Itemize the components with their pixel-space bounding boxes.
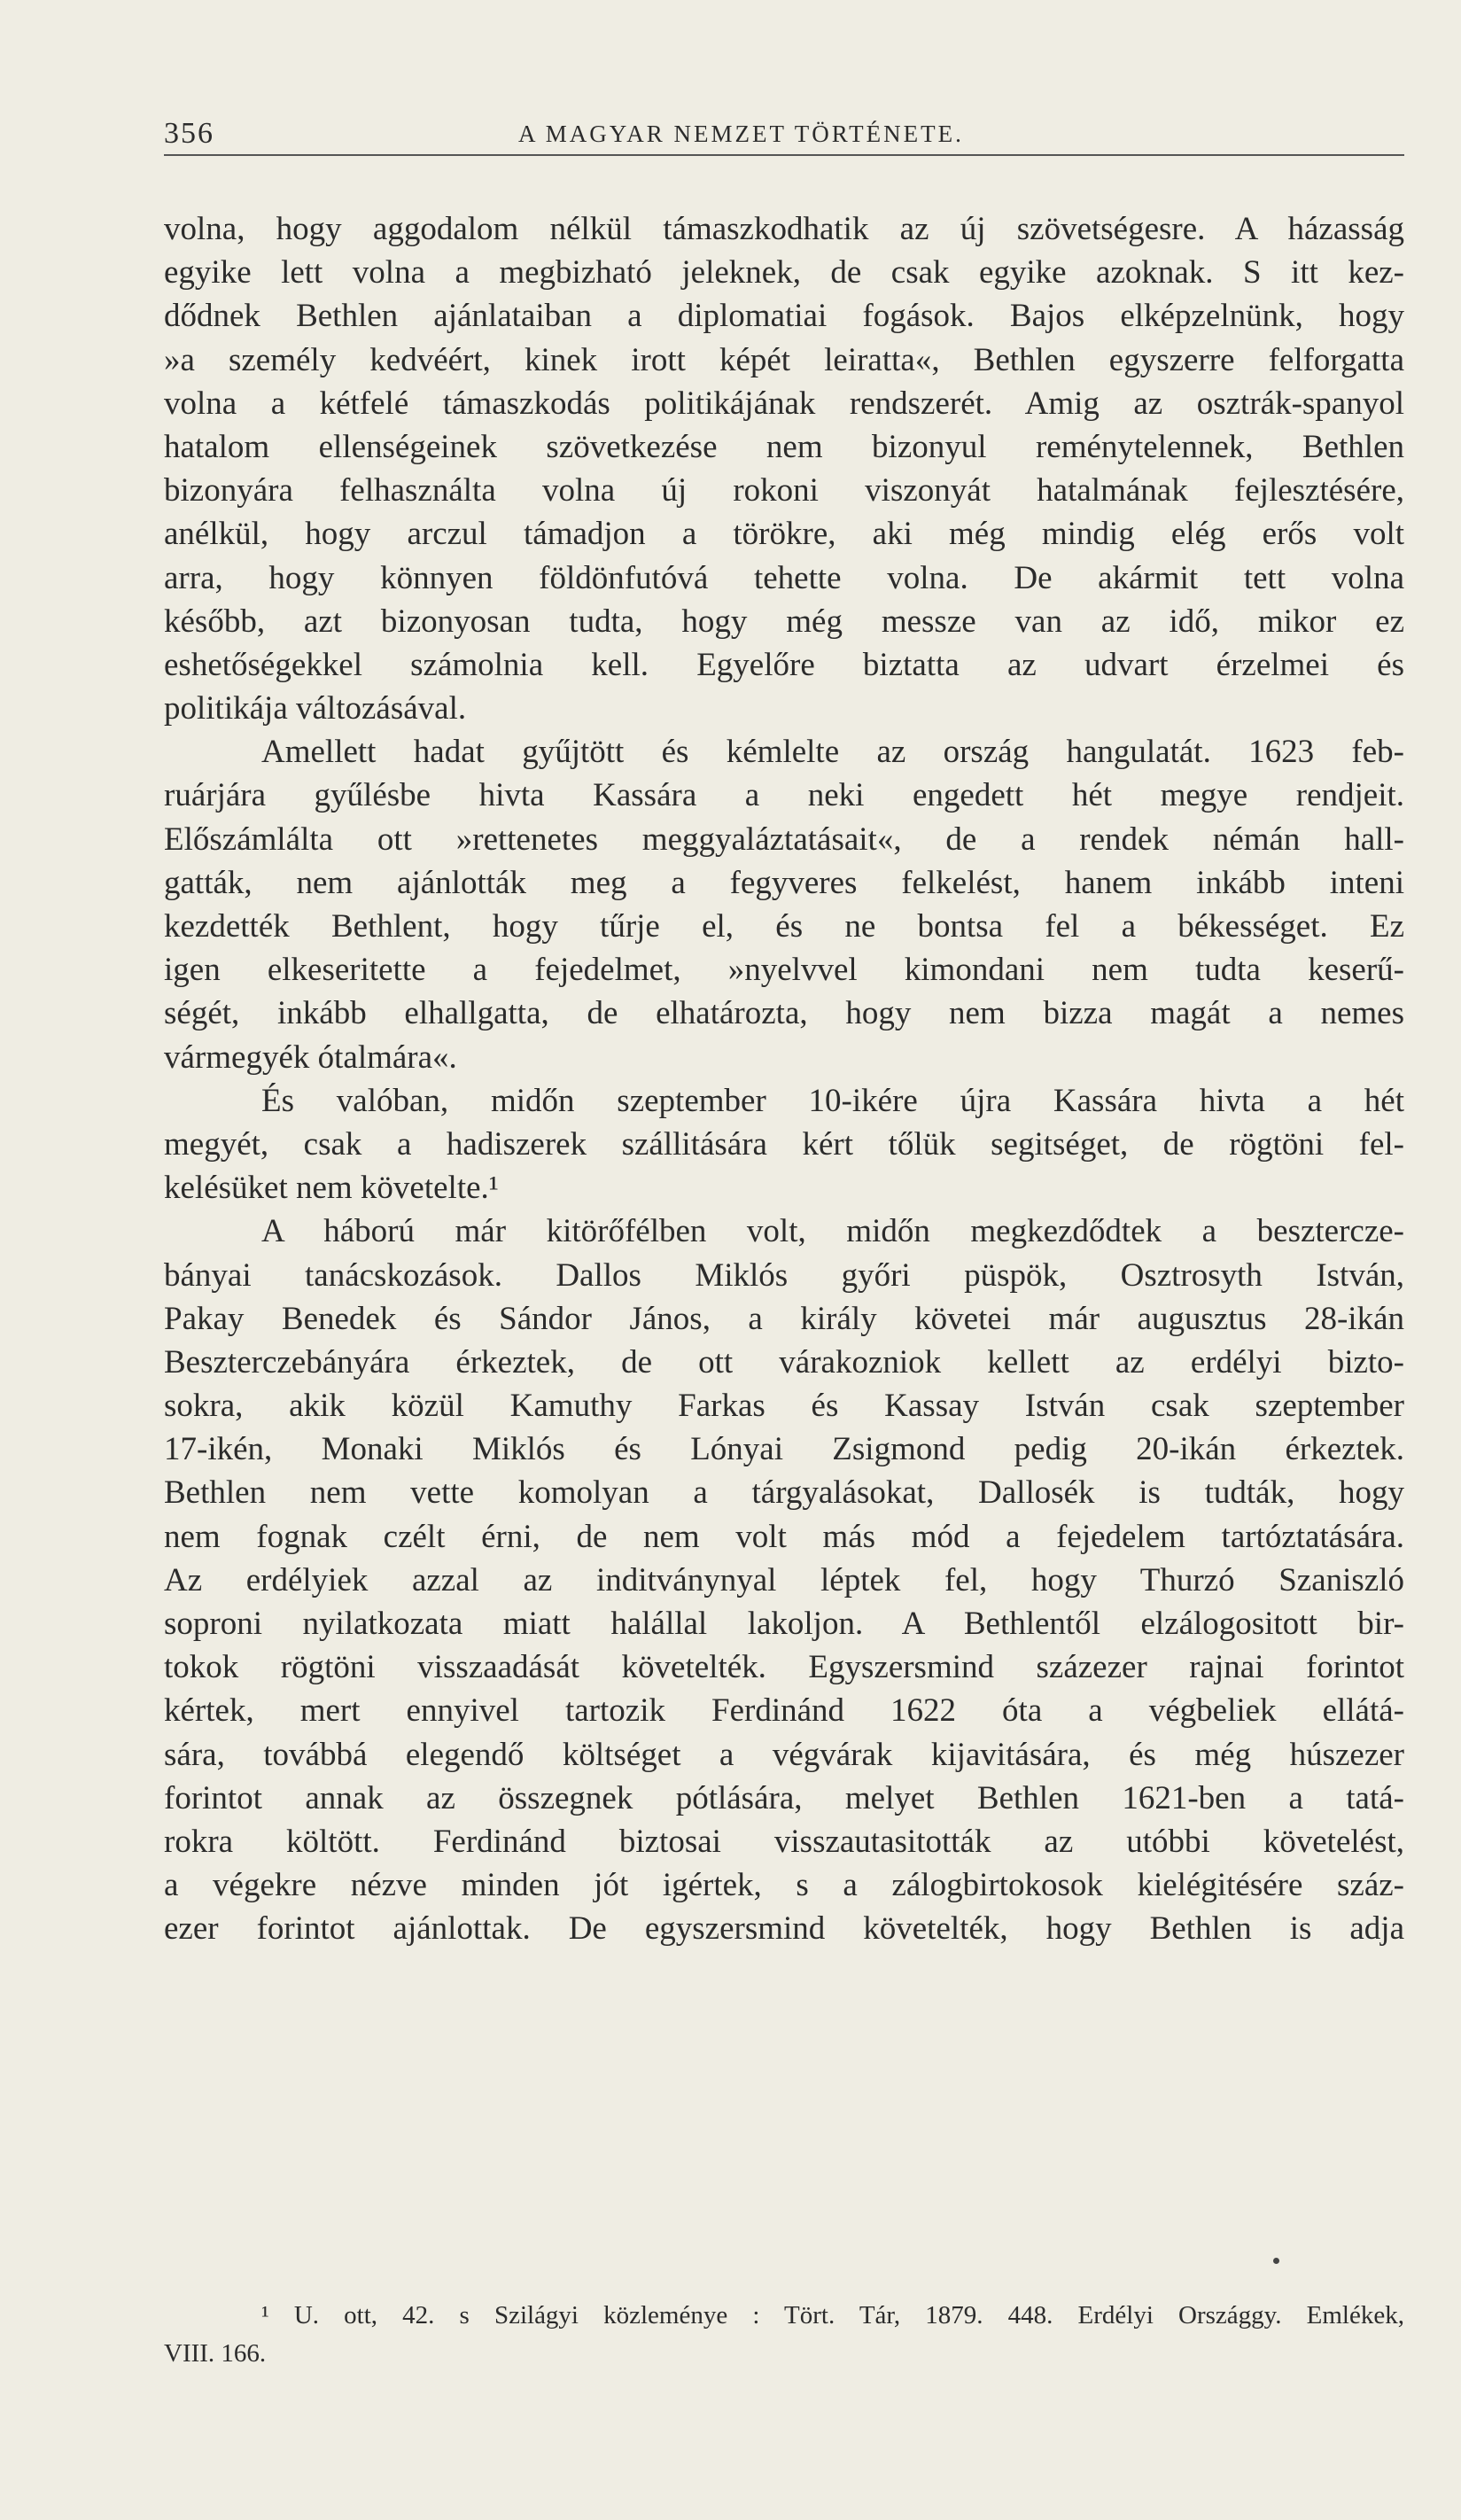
text-line: bizonyára felhasználta volna új rokoni viszonyát hatalmának fejlesztésére,: [164, 472, 1404, 509]
text-line: politikája változásával.: [164, 690, 467, 727]
footnotes: [164, 2297, 1404, 2373]
text-line: Az erdélyiek azzal az inditványnyal léptek fel, hogy Thurzó Szaniszló: [164, 1561, 1404, 1598]
text-line: dődnek Bethlen ajánlataiban a diplomatiai fogások. Bajos elképzelnünk, hogy: [164, 298, 1404, 335]
text-line: ségét, inkább elhallgatta, de elhatározta, hogy nem bizza magát a nemes: [164, 995, 1404, 1032]
text-line: kelésüket nem követelte.¹: [164, 1170, 499, 1207]
text-line: vármegyék ótalmára«.: [164, 1038, 457, 1076]
text-line: kértek, mert ennyivel tartozik Ferdinánd 1622 óta a végbeliek ellátá-: [164, 1692, 1404, 1730]
text-line: rokra költött. Ferdinánd biztosai visszautasitották az utóbbi követelést,: [164, 1823, 1404, 1860]
page-header: [164, 117, 1404, 170]
text-line: ruárjára gyűlésbe hivta Kassára a neki engedett hét megye rendjeit.: [164, 777, 1404, 814]
text-line: később, azt bizonyosan tudta, hogy még messze van az idő, mikor ez: [164, 603, 1404, 640]
text-line: bányai tanácskozások. Dallos Miklós győri püspök, Osztrosyth István,: [164, 1256, 1404, 1294]
text-line: A háború már kitörőfélben volt, midőn megkezdődtek a besztercze-: [261, 1213, 1404, 1250]
ink-dot: [1273, 2258, 1279, 2264]
text-line: ezer forintot ajánlottak. De egyszersmind követelték, hogy Bethlen is adja: [164, 1910, 1404, 1948]
text-line: forintot annak az összegnek pótlására, melyet Bethlen 1621-ben a tatá-: [164, 1779, 1404, 1816]
text-line: Előszámlálta ott »rettenetes meggyaláztatásait«, de a rendek némán hall-: [164, 821, 1404, 858]
text-line: 17-ikén, Monaki Miklós és Lónyai Zsigmond pedig 20-ikán érkeztek.: [164, 1431, 1404, 1468]
text-line: sokra, akik közül Kamuthy Farkas és Kassay István csak szeptember: [164, 1388, 1404, 1425]
text-line: gatták, nem ajánlották meg a fegyveres felkelést, hanem inkább inteni: [164, 864, 1404, 901]
running-title: A MAGYAR NEMZET TÖRTÉNETE.: [518, 121, 964, 147]
text-line: [164, 1951, 1404, 1995]
text-line: nem fognak czélt érni, de nem volt más mód a fejedelem tartóztatására.: [164, 1518, 1404, 1555]
page-number: 356: [164, 117, 214, 150]
text-line: arra, hogy könnyen földönfutóvá tehette volna. De akármit tett volna: [164, 559, 1404, 596]
text-line: soproni nyilatkozata miatt halállal lakoljon. A Bethlentől elzálogositott bir-: [164, 1606, 1404, 1642]
text-line: tokok rögtöni visszaadását követelték. Egyszersmind százezer rajnai forintot: [164, 1649, 1404, 1686]
text-line: Bethlen nem vette komolyan a tárgyalásokat, Dallosék is tudták, hogy: [164, 1474, 1404, 1512]
text-line: Pakay Benedek és Sándor János, a király követei már augusztus 28-ikán: [164, 1300, 1404, 1337]
text-line: egyike lett volna a megbizható jeleknek, de csak egyike azoknak. S itt kez-: [164, 254, 1404, 292]
text-line: kezdették Bethlent, hogy tűrje el, és ne bontsa fel a békességet. Ez: [164, 908, 1404, 945]
text-line: Beszterczebányára érkeztek, de ott várakozniok kellett az erdélyi bizto-: [164, 1343, 1404, 1381]
book-page: [164, 0, 1404, 2520]
header-rule: [164, 154, 1404, 156]
text-line: a végekre nézve minden jót igértek, s a zálogbirtokosok kielégitésére száz-: [164, 1867, 1404, 1904]
text-line: És valóban, midőn szeptember 10-ikére újra Kassára hivta a hét: [261, 1082, 1404, 1119]
text-line: megyét, csak a hadiszerek szállitására kért tőlük segitséget, de rögtöni fel-: [164, 1125, 1404, 1163]
text-line: igen elkeseritette a fejedelmet, »nyelvvel kimondani nem tudta keserű-: [164, 952, 1404, 989]
text-line: volna, hogy aggodalom nélkül támaszkodhatik az új szövetségesre. A házasság: [164, 211, 1404, 247]
footnote-line: ¹ U. ott, 42. s Szilágyi közleménye : Tört. Tár, 1879. 448. Erdélyi Országgy. Emlékek,: [261, 2301, 1404, 2329]
text-line: volna a kétfelé támaszkodás politikájának rendszerét. Amig az osztrák-spanyol: [164, 385, 1404, 422]
text-line: eshetőségekkel számolnia kell. Egyelőre biztatta az udvart érzelmei és: [164, 646, 1404, 683]
text-line: »a személy kedvéért, kinek irott képét leiratta«, Bethlen egyszerre felforgatta: [164, 341, 1404, 378]
text-line: sára, továbbá elegendő költséget a végvárak kijavitására, és még húszezer: [164, 1736, 1404, 1773]
body-text: [164, 207, 1404, 1995]
text-line: hatalom ellenségeinek szövetkezése nem bizonyul reménytelennek, Bethlen: [164, 428, 1404, 465]
text-line: anélkül, hogy arczul támadjon a törökre, aki még mindig elég erős volt: [164, 516, 1404, 553]
text-line: Amellett hadat gyűjtött és kémlelte az ország hangulatát. 1623 feb-: [261, 734, 1404, 771]
footnote-line: VIII. 166.: [164, 2339, 267, 2368]
